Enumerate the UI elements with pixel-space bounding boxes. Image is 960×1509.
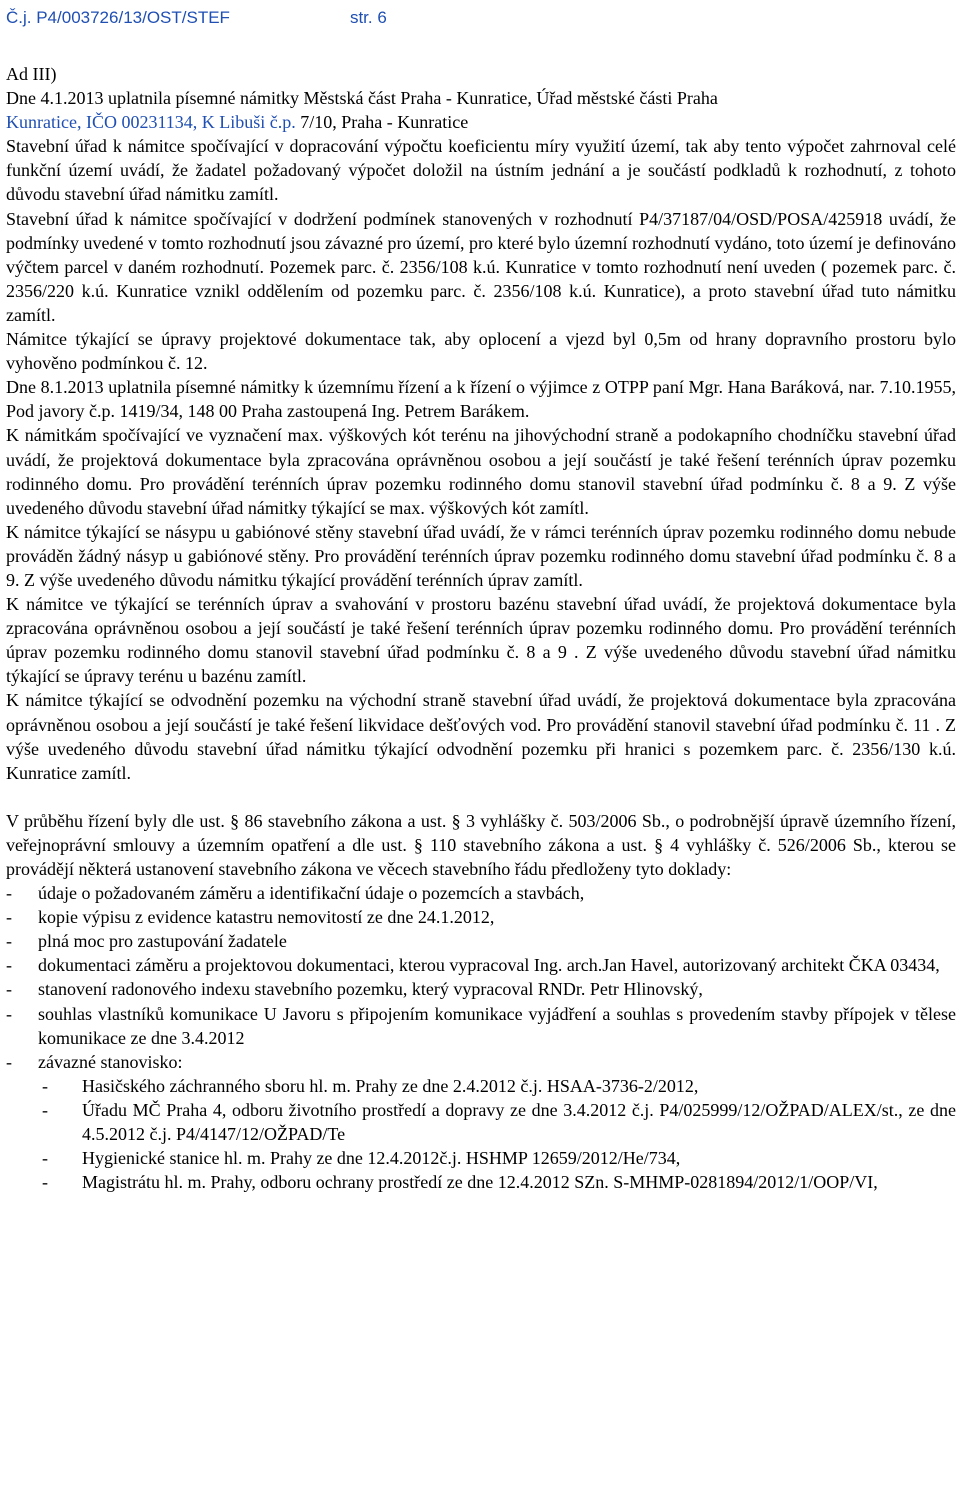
sub-list-item: - Hasičského záchranného sboru hl. m. Prahy ze dne 2.4.2012 č.j. HSAA-3736-2/2012, (38, 1074, 956, 1098)
objection-intro-line2-rest: 7/10, Praha - Kunratice (295, 112, 469, 133)
sub-list-item: - Úřadu MČ Praha 4, odboru životního prostředí a dopravy ze dne 3.4.2012 č.j. P4/025999/12/OŽPAD/ALEX/st., ze dne 4.5.2012 č.j. P4/4147/12/OŽPAD/Te (38, 1098, 956, 1146)
document-body (6, 62, 956, 1194)
paragraph: Dne 8.1.2013 uplatnila písemné námitky k územnímu řízení a k řízení o výjimce z OTPP paní Mgr. Hana Baráková, nar. 7.10.1955, Pod javory č.p. 1419/34, 148 00 Praha zastoupená Ing. Petrem Barákem. (6, 377, 956, 422)
list-item: - souhlas vlastníků komunikace U Javoru s připojením komunikace vyjádření a souhlas s provedením stavby přípojek v tělese komunikace ze dne 3.4.2012 (6, 1002, 956, 1050)
objection-intro (6, 86, 956, 134)
page-header (6, 4, 946, 32)
sub-list-item: - Hygienické stanice hl. m. Prahy ze dne 12.4.2012č.j. HSHMP 12659/2012/He/734, (38, 1146, 956, 1170)
list-item: - kopie výpisu z evidence katastru nemovitostí ze dne 24.1.2012, (6, 905, 956, 929)
paragraph: K námitce ve týkající se terénních úprav a svahování v prostoru bazénu stavební úřad uvádí, že projektová dokumentace byla zpracována oprávněnou osobou a její součástí je také řešení terénních úprav pozemku rodinného domu. Pro provádění terénních úprav pozemku rodinného domu stanovil stavební úřad podmínku č. 8 a 9 . Z výše uvedeného důvodu stavební úřad námitku týkající se úpravy terénu u bazénu zamítl. (6, 594, 956, 687)
paragraph: K námitce týkající se násypu u gabiónové stěny stavební úřad uvádí, že v rámci terénních úprav pozemku rodinného domu nebude prováděn žádný násyp u gabiónové stěny. Pro provádění terénních úprav pozemku rodinného domu stavební úřad podmínku č. 8 a 9. Z výše uvedeného důvodu námitku týkající provádění terénních úprav zamítl. (6, 521, 956, 590)
procedure-intro: V průběhu řízení byly dle ust. § 86 stavebního zákona a ust. § 3 vyhlášky č. 503/2006 Sb., o podrobnější úpravě územního řízení, veřejnoprávní smlouvy a územním opatření a dle ust. § 110 stavebního zákona a ust. § 4 vyhlášky č. 526/2006 Sb., kterou se provádějí některá ustanovení stavebního zákona ve věcech stavebního řádu předloženy tyto doklady: (6, 810, 956, 879)
paragraph: K námitkám spočívající ve vyznačení max. výškových kót terénu na jihovýchodní straně a podokapního chodníčku stavební úřad uvádí, že projektová dokumentace byla zpracována oprávněnou osobou a její součástí je také řešení terénních úprav pozemku rodinného domu. Pro provádění terénních úprav pozemku rodinného domu stanovil stavební úřad podmínku č. 8 a 9. Z výše uvedeného důvodu stavební úřad námitky týkající se max. výškových kót zamítl. (6, 425, 956, 518)
objection-intro-line1: Dne 4.1.2013 uplatnila písemné námitky Městská část Praha - Kunratice, Úřad městské části Praha (6, 88, 718, 109)
binding-opinion-label: závazné stanovisko: (38, 1051, 183, 1072)
list-item: - stanovení radonového indexu stavebního pozemku, který vypracoval RNDr. Petr Hlinovský, (6, 977, 956, 1001)
documents-list (6, 881, 956, 1194)
document-reference: Č.j. P4/003726/13/OST/STEF (6, 8, 230, 27)
sub-list-item: - Magistrátu hl. m. Prahy, odboru ochrany prostředí ze dne 12.4.2012 SZn. S-MHMP-0281894/2012/1/OOP/VI, (38, 1170, 956, 1194)
paragraph: K námitce týkající se odvodnění pozemku na východní straně stavební úřad uvádí, že projektová dokumentace byla zpracována oprávněnou osobou a její součástí je také řešení likvidace dešťových vod. Pro provádění stanovil stavební úřad podmínku č. 11 . Z výše uvedeného důvodu stavební úřad námitku týkající odvodnění pozemku při hranici s pozemkem parc. č. 2356/130 k.ú. Kunratice zamítl. (6, 690, 956, 783)
list-item: - údaje o požadovaném záměru a identifikační údaje o pozemcích a stavbách, (6, 881, 956, 905)
paragraph: Stavební úřad k námitce spočívající v dopracování výpočtu koeficientu míry využití území, tak aby tento výpočet zahrnoval celé funkční území uvádí, že žadatel požadovaný výpočet doložil na ústním jednání a je součástí podkladů k rozhodnutí, z tohoto důvodu stavební úřad námitku zamítl. (6, 136, 956, 205)
paragraph: Námitce týkající se úpravy projektové dokumentace tak, aby oplocení a vjezd byl 0,5m od hrany dopravního prostoru bylo vyhověno podmínkou č. 12. (6, 329, 956, 374)
list-item (6, 1050, 956, 1195)
list-item: - dokumentaci záměru a projektovou dokumentaci, kterou vypracoval Ing. arch.Jan Havel, autorizovaný architekt ČKA 03434, (6, 953, 956, 977)
section-heading: Ad III) (6, 64, 57, 84)
page-number: str. 6 (349, 8, 387, 27)
list-item: - plná moc pro zastupování žadatele (6, 929, 956, 953)
paragraph-spacer (6, 785, 956, 809)
binding-opinions-list (38, 1074, 956, 1194)
objection-intro-line2-highlight: Kunratice, IČO 00231134, K Libuši č.p. (6, 112, 296, 133)
paragraph: Stavební úřad k námitce spočívající v dodržení podmínek stanovených v rozhodnutí P4/37187/04/OSD/POSA/425918 uvádí, že podmínky uvedené v tomto rozhodnutí jsou závazné pro území, pro které bylo územní rozhodnutí vydáno, toto území je definováno výčtem parcel v daném rozhodnutí. Pozemek parc. č. 2356/108 k.ú. Kunratice v tomto rozhodnutí není uveden ( pozemek parc. č. 2356/220 k.ú. Kunratice vznikl oddělením od pozemku parc. č. 2356/108 k.ú. Kunratice), a proto stavební úřad tuto námitku zamítl. (6, 208, 956, 325)
